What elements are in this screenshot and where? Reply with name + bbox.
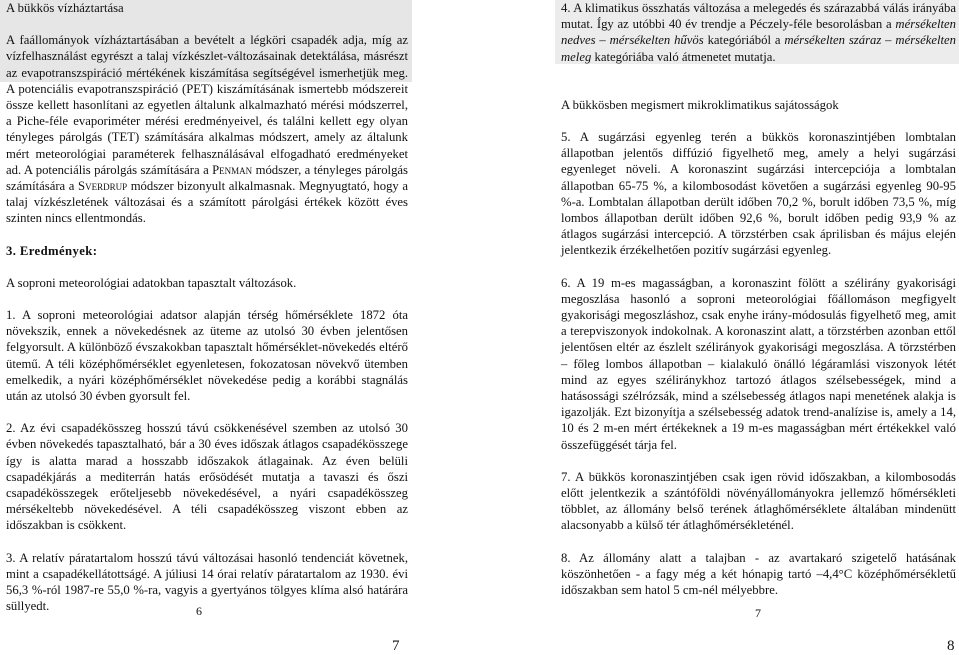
right-page-column [561,0,956,598]
sub-heading-changes: A soproni meteorológiai adatokban tapasztalt változások. [6,275,297,290]
paragraph-wind: 6. A 19 m-es magasságban, a koronaszint fölött a szélirány gyakorisági megoszlása hasonló a soproni meteorológiai főállomáson megfigyelt gyakorisági megoszláshoz, csak enyhe irány-módosulás figyelhető meg, amit a terepviszonyok indokolnak. A koronaszint alatt, a törzstérben azonban ettől jelentősen eltér az észlelt szélirányok gyakorisági megoszlása. A törzstérben – főleg lombos állapotban – kialakuló önálló légáramlási viszonyok létét mind az egyes széliránykhoz tartozó átlagos szélsebességek, mind a hatásossági szélrózsák, mind a szélsebesség átlagos napi menetének alakja is igazolják. Ezt bizonyítja a szélsebesség adatok trend-analízise is, amely a 14, 10 és 2 m-en mért értékeknek a 19 m-es magasságban mért értékekkel való összefüggését tárja fel. [561,275,956,452]
paragraph-climate: 4. A klimatikus összhatás változása a melegedés és szárazabbá válás irányába mutat. Így az utóbbi 40 év trendje a Péczely-féle besorolásban a mérsékelten nedves – mérsékelten hűvös kategóriából a mérsékelten száraz – mérsékelten meleg kategóriába való átmenetet mutatja. [561,1,956,64]
section-title: A bükkös vízháztartása [6,1,124,15]
page-number-left: 6 [196,604,202,618]
paragraph-temperature: 1. A soproni meteorológiai adatsor alapján térség hőmérséklete 1872 óta növekszik, ennek a növekedésnek az üteme az utolsó 30 évben jelentősen felgyorsult. A különböző évszakokban tapasztalt hőmérséklet-növekedés eltérő ütemű. A téli középhőmérséklet egyenletesen, fokozatosan növekvő ütemben emelkedik, a nyári középhőmérséklet növekedése pedig a korábbi stagnálás után az utolsó 30 évben gyorsult fel. [6,308,408,404]
paragraph-radiation: 5. A sugárzási egyenleg terén a bükkös koronaszintjében lombtalan állapotban jelentős diffúzió figyelhető meg, amely a helyi sugárzási egyenleget növeli. A koronaszint sugárzási intercepciója a lombtalan állapotban 65-75 %, a kilombosodást követően a sugárzási egyenleg 90-95 %-a. Lombtalan állapotban derült időben 70,2 %, borult időben 73,5 %, míg lombos állapotban derült időben 92,6 %, borult időben pedig 93,9 % az átlagos sugárzási intercepció. A törzstérben csak áprilisban és május elején jelentkezik érzékelhetően pozitív sugárzási egyenleg. [561,130,956,258]
paragraph-temperature-canopy: 7. A bükkös koronaszintjében csak igen rövid időszakban, a kilombosodás előtt jelentkezik a szántóföldi növényállományokra jellemző hőmérsékleti többlet, az állomány belső terének átlaghőmérséklete általában mindenütt alacsonyabb a külső tér átlaghőmérsékleténél. [561,469,956,533]
paragraph-precipitation: 2. Az évi csapadékösszeg hosszú távú csökkenésével szemben az utolsó 30 évben növekedés tapasztalható, bár a 30 éves időszak átlagos csapadékösszege így is alatta marad a hosszabb időszakok átlagainak. Az éven belüli csapadékjárás a mediterrán hatás erősödését mutatja a tavaszi és őszi csapadékösszegek erőteljesebb növekedésével, a nyári csapadékösszeg mérsékeltebb növekedésével. A téli csapadékösszeg viszont ebben az időszakban is csökkent. [6,421,408,533]
results-heading: 3. Eredmények: [6,243,98,258]
page-number-right-big: 8 [947,638,955,654]
page-number-right: 7 [755,606,761,620]
paragraph-pet: A faállományok vízháztartásában a bevételt a légköri csapadék adja, míg az vízfelhasználást egyrészt a talaj vízkészlet-változásainak detektálása, másrészt az evapotranszspiráció mértékének kiszámítása segítségével ismerhetjük meg. A potenciális evapotranszspiráció (PET) kiszámításának ismertebb módszereit össze kellett hasonlítani az egyetlen általunk alkalmazható mérési módszerrel, a Piche-féle evaporiméter mérési eredményeivel, és találni kellett egy olyan tényleges párolgás (TET) számítására alkalmas módszert, amely az általunk mért meteorológiai paraméterek felhasználásával elfogadható eredményeket ad. A potenciális párolgás számítására a Penman módszer, a tényleges párolgás számítására a Sverdrup módszer bizonyult alkalmasnak. Megnyugtató, hogy a talaj vízkészletének változásai és a számított párolgási értékek között éves szinten nincs ellentmondás. [6,33,409,226]
sub-heading-microclimate: A bükkösben megismert mikroklimatikus sajátosságok [561,97,839,112]
paragraph-frost: 8. Az állomány alatt a talajban - az avartakaró szigetelő hatásának köszönhetően - a fagy még a két hónapig tartó –4,4°C középhőmérsékletű időszakban sem hatol 5 cm-nél mélyebbre. [561,550,956,598]
page-number-left-big: 7 [392,638,400,654]
left-page-column [6,0,408,615]
paragraph-humidity: 3. A relatív páratartalom hosszú távú változásai hasonló tendenciát követnek, mint a csapadékellátottságé. A júliusi 14 órai relatív páratartalom az 1930. évi 56,3 %-ról 1987-re 55,0 %-ra, vagyis a gyertyános tölgyes klíma alsó határára süllyedt. [6,550,408,614]
